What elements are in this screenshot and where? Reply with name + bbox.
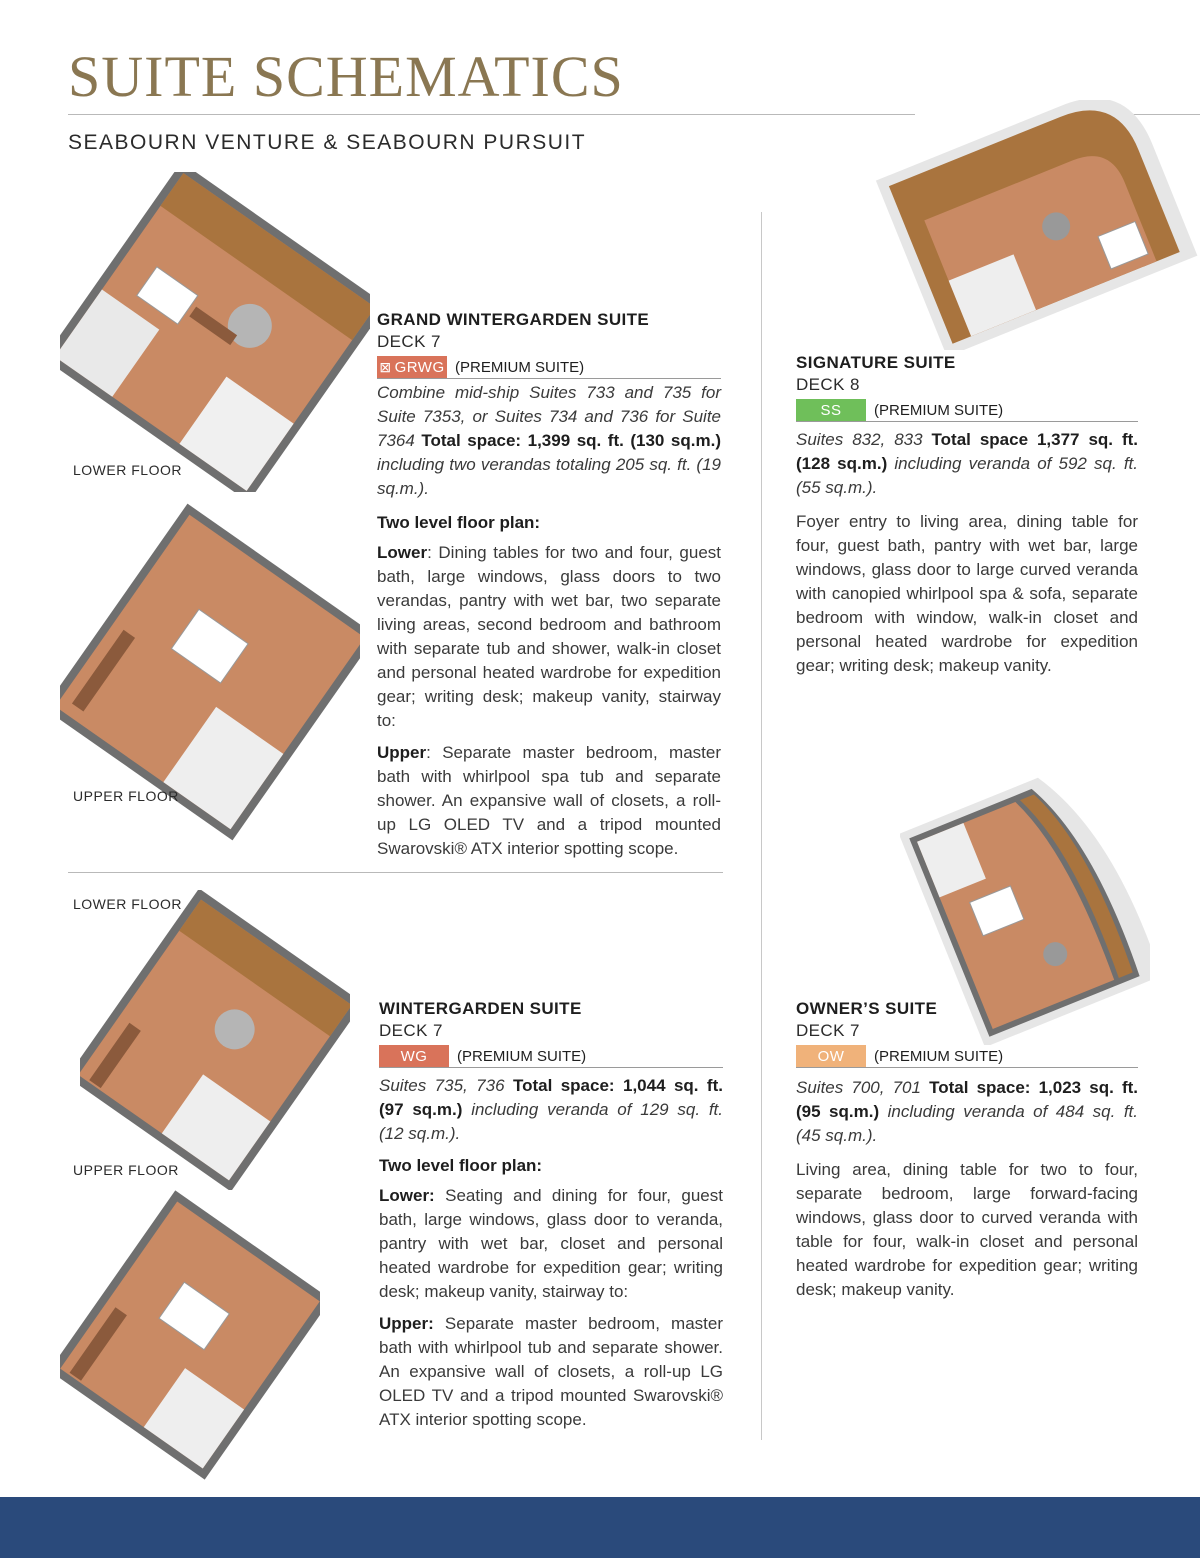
wg-lower-text: Seating and dining for four, guest bath, large windows, glass door to veranda, pantry with wet bar, closet and personal heated wardrobe for expedition gear; writing desk; makeup vanity, stairway to:: [379, 1186, 723, 1301]
ow-spec-veranda: including veranda of 484 sq. ft. (45 sq.m.).: [796, 1102, 1138, 1145]
grwg-suite-name: GRAND WINTERGARDEN SUITE: [377, 310, 650, 329]
grwg-lower-label: Lower: [377, 543, 428, 562]
wg-upper-label: Upper:: [379, 1314, 434, 1333]
wg-spec: [379, 1074, 723, 1146]
ow-deck: DECK 7: [796, 1021, 860, 1040]
wg-upper-floor-label: UPPER FLOOR: [73, 1162, 179, 1178]
grwg-spec-total: Total space: 1,399 sq. ft. (130 sq.m.): [421, 431, 721, 450]
ow-spec-suites: Suites 700, 701: [796, 1078, 921, 1097]
wg-category-row: [379, 1045, 723, 1068]
grwg-text-block: [377, 310, 721, 861]
wg-lower-description: [379, 1184, 723, 1304]
wg-upper-text: Separate master bedroom, master bath with whirlpool tub and separate shower. An expansive wall of closets, a roll-up LG OLED TV and a tripod mounted Swarovski® ATX interior spotting scope.: [379, 1314, 723, 1429]
ow-spec: [796, 1076, 1138, 1148]
wg-text-block: [379, 999, 723, 1432]
ss-category: (PREMIUM SUITE): [874, 401, 1004, 419]
grwg-deck: DECK 7: [377, 332, 441, 351]
wg-spec-veranda: including veranda of 129 sq. ft. (12 sq.m.).: [379, 1100, 724, 1143]
ow-description: Living area, dining table for two to four, separate bedroom, large forward-facing windows, glass door to curved veranda with table for four, walk-in closet and personal heated wardrobe for expedition gear; writing desk; makeup vanity.: [796, 1160, 1138, 1299]
ow-category-badge: OW: [796, 1045, 866, 1067]
ss-text-block: [796, 353, 1138, 678]
ow-category-row: [796, 1045, 1138, 1068]
grwg-upper-label: Upper: [377, 743, 427, 762]
grwg-upper-floor-label: UPPER FLOOR: [73, 788, 179, 804]
ow-text-block: [796, 999, 1138, 1302]
ss-suite-name: SIGNATURE SUITE: [796, 353, 956, 372]
grwg-category: (PREMIUM SUITE): [455, 358, 585, 376]
grwg-spec-suites: Combine mid-ship Suites 733 and 735 for Suite 7353, or Suites 734 and 736 for Suite 7364: [377, 383, 721, 450]
page-title: SUITE SCHEMATICS: [68, 44, 624, 109]
grwg-category-badge: [377, 356, 447, 378]
ss-spec-veranda: including veranda of 592 sq. ft. (55 sq.m.).: [796, 454, 1138, 497]
wg-lower-label: Lower:: [379, 1186, 435, 1205]
wg-spec-total: Total space: 1,044 sq. ft. (97 sq.m.): [379, 1076, 723, 1119]
wg-category-badge: WG: [379, 1045, 449, 1067]
grwg-lower-text: : Dining tables for two and four, guest bath, large windows, glass doors to two verandas, pantry with wet bar, two separate living areas, second bedroom and bathroom with separate tub and shower, walk-in closet and personal heated wardrobe for expedition gear; writing desk; makeup vanity, stairway to:: [377, 543, 721, 730]
grwg-spec-veranda: including two verandas totaling 205 sq. ft. (19 sq.m.).: [377, 455, 721, 498]
ss-category-row: [796, 399, 1138, 422]
grwg-category-row: [377, 356, 721, 379]
ss-spec-total: Total space 1,377 sq. ft. (128 sq.m.): [796, 430, 1138, 473]
section-divider: [68, 872, 723, 873]
ss-deck: DECK 8: [796, 375, 860, 394]
grwg-spec: [377, 381, 721, 501]
grwg-plan-heading: Two level floor plan:: [377, 513, 541, 532]
page-subtitle: SEABOURN VENTURE & SEABOURN PURSUIT: [68, 131, 587, 154]
ow-category: (PREMIUM SUITE): [874, 1047, 1004, 1065]
ss-description: Foyer entry to living area, dining table for four, guest bath, pantry with wet bar, large windows, glass door to large curved veranda with canopied whirlpool spa & sofa, separate bedroom with window, walk-in closet and personal heated wardrobe for expedition gear; writing desk; makeup vanity.: [796, 512, 1138, 675]
wg-plan-heading: Two level floor plan:: [379, 1156, 543, 1175]
ss-spec: [796, 428, 1138, 500]
wg-suite-name: WINTERGARDEN SUITE: [379, 999, 582, 1018]
wg-category: (PREMIUM SUITE): [457, 1047, 587, 1065]
grwg-code: GRWG: [394, 358, 445, 376]
grwg-pattern-icon: ⊠: [379, 358, 392, 375]
footer-band: [0, 1497, 1200, 1558]
ow-suite-name: OWNER’S SUITE: [796, 999, 938, 1018]
wg-lower-floor-plan: [80, 890, 350, 1190]
wg-deck: DECK 7: [379, 1021, 443, 1040]
grwg-lower-description: [377, 541, 721, 733]
wg-upper-description: [379, 1312, 723, 1432]
column-divider: [761, 212, 762, 1440]
grwg-upper-text: : Separate master bedroom, master bath with whirlpool spa tub and separate shower. An expansive wall of closets, a roll-up LG OLED TV and a tripod mounted Swarovski® ATX interior spotting scope.: [377, 743, 721, 858]
grwg-upper-description: [377, 741, 721, 861]
grwg-lower-floor-plan: [60, 172, 370, 492]
wg-spec-suites: Suites 735, 736: [379, 1076, 505, 1095]
ss-spec-suites: Suites 832, 833: [796, 430, 923, 449]
wg-lower-floor-label: LOWER FLOOR: [73, 896, 182, 912]
title-divider: [68, 114, 915, 115]
ss-floor-plan: [862, 100, 1200, 350]
ss-category-badge: SS: [796, 399, 866, 421]
wg-upper-floor-plan: [60, 1190, 320, 1480]
ow-spec-total: Total space: 1,023 sq. ft. (95 sq.m.): [796, 1078, 1138, 1121]
grwg-lower-floor-label: LOWER FLOOR: [73, 462, 182, 478]
